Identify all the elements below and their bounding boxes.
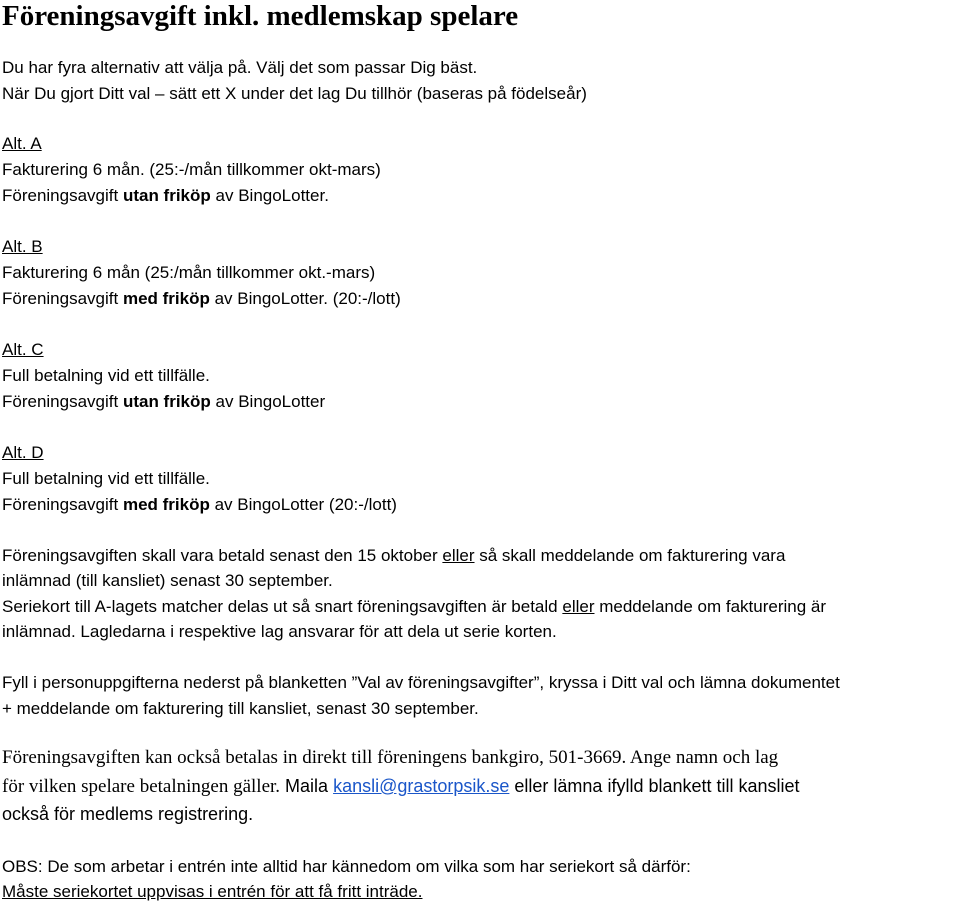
deadline-line-1 [2, 545, 785, 567]
page-title: Föreningsavgift inkl. medlemskap spelare [2, 0, 519, 32]
obs-line-1: OBS: De som arbetar i entrén inte alltid har kännedom om vilka som har seriekort så därför: [2, 857, 691, 876]
instructions-line-1: Fyll i personuppgifterna nederst på blanketten ”Val av föreningsavgifter”, kryssa i Ditt val och lämna dokumentet [2, 673, 840, 692]
alt-a-fee-suffix: av BingoLotter. [210, 186, 329, 205]
alt-a-fee-bold: utan friköp [122, 186, 211, 205]
alt-d-fee-bold: med friköp [122, 495, 210, 514]
alt-a-fee [2, 185, 329, 207]
deadline-line-1-underlined: eller [442, 546, 475, 565]
deadline-line-3-b: meddelande om fakturering är [594, 597, 827, 616]
alt-b-heading: Alt. B [2, 237, 43, 256]
obs-line-2: Måste seriekortet uppvisas i entrén för att få fritt inträde. [2, 882, 423, 901]
alt-c-fee-prefix: Föreningsavgift [2, 392, 123, 411]
instructions-line-2: + meddelande om fakturering till kansliet, senast 30 september. [2, 699, 479, 718]
deadline-line-4: inlämnad. Lagledarna i respektive lag ansvarar för att dela ut serie korten. [2, 622, 557, 641]
alt-b-fee-bold: med friköp [122, 289, 210, 308]
alt-b-fee [2, 288, 401, 310]
deadline-line-1-a: Föreningsavgiften skall vara betald senast den 15 oktober [2, 546, 443, 565]
intro-line-1: Du har fyra alternativ att välja på. Välj det som passar Dig bäst. [2, 58, 478, 77]
alt-d-fee-prefix: Föreningsavgift [2, 495, 123, 514]
deadline-line-2: inlämnad (till kansliet) senast 30 september. [2, 571, 333, 590]
alt-a-fee-prefix: Föreningsavgift [2, 186, 123, 205]
alt-c-fee [2, 391, 325, 413]
deadline-line-1-b: så skall meddelande om fakturering vara [474, 546, 786, 565]
deadline-line-3 [2, 596, 826, 618]
bankgiro-line-2-mail-label: Maila [280, 776, 334, 796]
alt-b-billing: Fakturering 6 mån (25:/mån tillkommer okt.-mars) [2, 263, 376, 282]
alt-d-billing: Full betalning vid ett tillfälle. [2, 469, 210, 488]
alt-a-heading: Alt. A [2, 134, 42, 153]
alt-c-billing: Full betalning vid ett tillfälle. [2, 366, 210, 385]
alt-b-fee-prefix: Föreningsavgift [2, 289, 123, 308]
alt-d-fee [2, 494, 397, 516]
bankgiro-line-2-serif: för vilken spelare betalningen gäller. [2, 776, 281, 797]
bankgiro-line-1: Föreningsavgiften kan också betalas in direkt till föreningens bankgiro, 501-3669. Ange namn och lag [2, 747, 779, 768]
alt-c-fee-suffix: av BingoLotter [210, 392, 326, 411]
alt-c-heading: Alt. C [2, 340, 44, 359]
alt-d-heading: Alt. D [2, 443, 44, 462]
deadline-line-3-a: Seriekort till A-lagets matcher delas ut så snart föreningsavgiften är betald [2, 597, 563, 616]
deadline-line-3-underlined: eller [562, 597, 595, 616]
bankgiro-line-2 [2, 775, 800, 798]
alt-d-fee-suffix: av BingoLotter (20:-/lott) [209, 495, 397, 514]
bankgiro-line-3: också för medlems registrering. [2, 804, 254, 824]
alt-b-fee-suffix: av BingoLotter. (20:-/lott) [209, 289, 401, 308]
alt-a-billing: Fakturering 6 mån. (25:-/mån tillkommer okt-mars) [2, 160, 381, 179]
alt-c-fee-bold: utan friköp [122, 392, 211, 411]
intro-line-2: När Du gjort Ditt val – sätt ett X under det lag Du tillhör (baseras på födelseår) [2, 84, 587, 103]
bankgiro-line-2-after: eller lämna ifylld blankett till kansliet [509, 776, 800, 796]
email-link[interactable]: kansli@grastorpsik.se [333, 776, 510, 796]
